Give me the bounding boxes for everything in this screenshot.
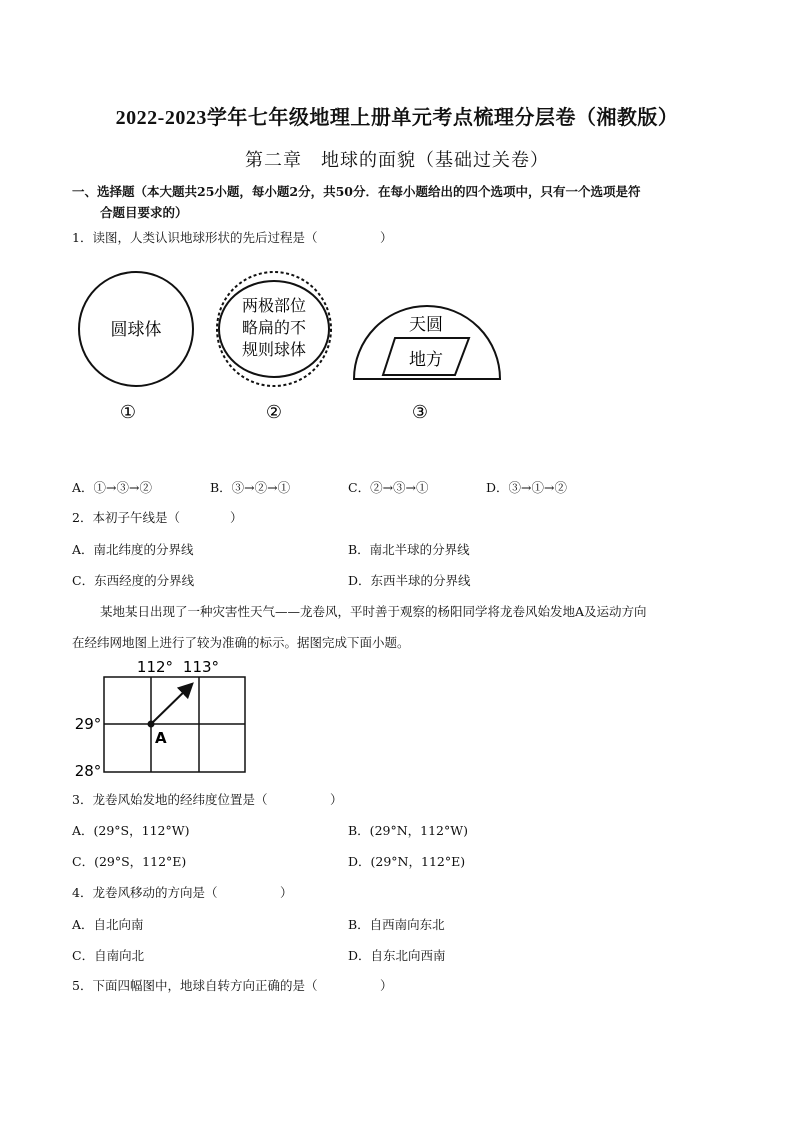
q1-option-c: C．②→③→① [348, 480, 429, 495]
q3-option-d: D．(29°N，112°E) [348, 854, 466, 869]
figure-number-2: ② [265, 402, 283, 423]
question-3-stem: 3．龙卷风始发地的经纬度位置是（ ） [72, 792, 343, 807]
ellipsoid-label-1: 两极部位 [241, 296, 307, 315]
q4-option-d: D．自东北向西南 [348, 948, 446, 963]
q2-option-c: C．东西经度的分界线 [72, 573, 195, 588]
earth-label: 地方 [409, 350, 443, 370]
figure-number-1: ① [119, 402, 137, 423]
q3-option-c: C．(29°S，112°E) [72, 854, 187, 869]
section-heading: 一、选择题（本大题共25小题，每小题2分，共50分．在每小题给出的四个选项中，只有一个选项是符 [72, 184, 641, 199]
figure-number-3: ③ [411, 402, 429, 423]
point-a-marker [148, 721, 155, 728]
passage-line-1: 某地某日出现了一种灾害性天气——龙卷风，平时善于观察的杨阳同学将龙卷风始发地A及运动方向 [100, 604, 647, 619]
section-heading-cont: 合题目要求的） [100, 205, 188, 220]
sphere-label: 圆球体 [110, 320, 162, 340]
question-1-stem: 1．读图，人类认识地球形状的先后过程是（ ） [72, 230, 393, 245]
lon-label-113: 113° [182, 658, 220, 676]
question-4-stem: 4．龙卷风移动的方向是（ ） [72, 885, 293, 900]
q1-option-b: B．③→②→① [210, 480, 291, 495]
q4-option-c: C．自南向北 [72, 948, 145, 963]
question-2-stem: 2．本初子午线是（ ） [72, 510, 243, 525]
passage-line-2: 在经纬网地图上进行了较为准确的标示。据图完成下面小题。 [72, 635, 410, 650]
lat-lon-grid-figure [70, 655, 260, 785]
q2-option-a: A．南北纬度的分界线 [72, 542, 194, 557]
lon-label-112: 112° [136, 658, 174, 676]
q2-option-b: B．南北半球的分界线 [348, 542, 470, 557]
q1-option-d: D．③→①→② [486, 480, 567, 495]
ellipsoid-label-2: 略扁的不 [241, 318, 307, 337]
q3-option-b: B．(29°N，112°W) [348, 823, 468, 838]
tornado-direction-arrow [151, 685, 191, 724]
chapter-subtitle: 第二章 地球的面貌（基础过关卷） [245, 150, 549, 171]
lat-label-28: 28° [74, 762, 102, 780]
q4-option-a: A．自北向南 [72, 917, 144, 932]
q2-option-d: D．东西半球的分界线 [348, 573, 471, 588]
question-5-stem: 5．下面四幅图中，地球自转方向正确的是（ ） [72, 978, 393, 993]
sky-label: 天圆 [409, 315, 443, 335]
q4-option-b: B．自西南向东北 [348, 917, 445, 932]
document-title: 2022-2023学年七年级地理上册单元考点梳理分层卷（湘教版） [115, 107, 679, 129]
earth-shape-figure [70, 262, 530, 432]
q1-option-a: A．①→③→② [72, 480, 152, 495]
ellipsoid-label-3: 规则球体 [241, 340, 307, 359]
point-a-label: A [155, 729, 167, 747]
lat-label-29: 29° [74, 715, 102, 733]
q3-option-a: A．(29°S，112°W) [72, 823, 190, 838]
